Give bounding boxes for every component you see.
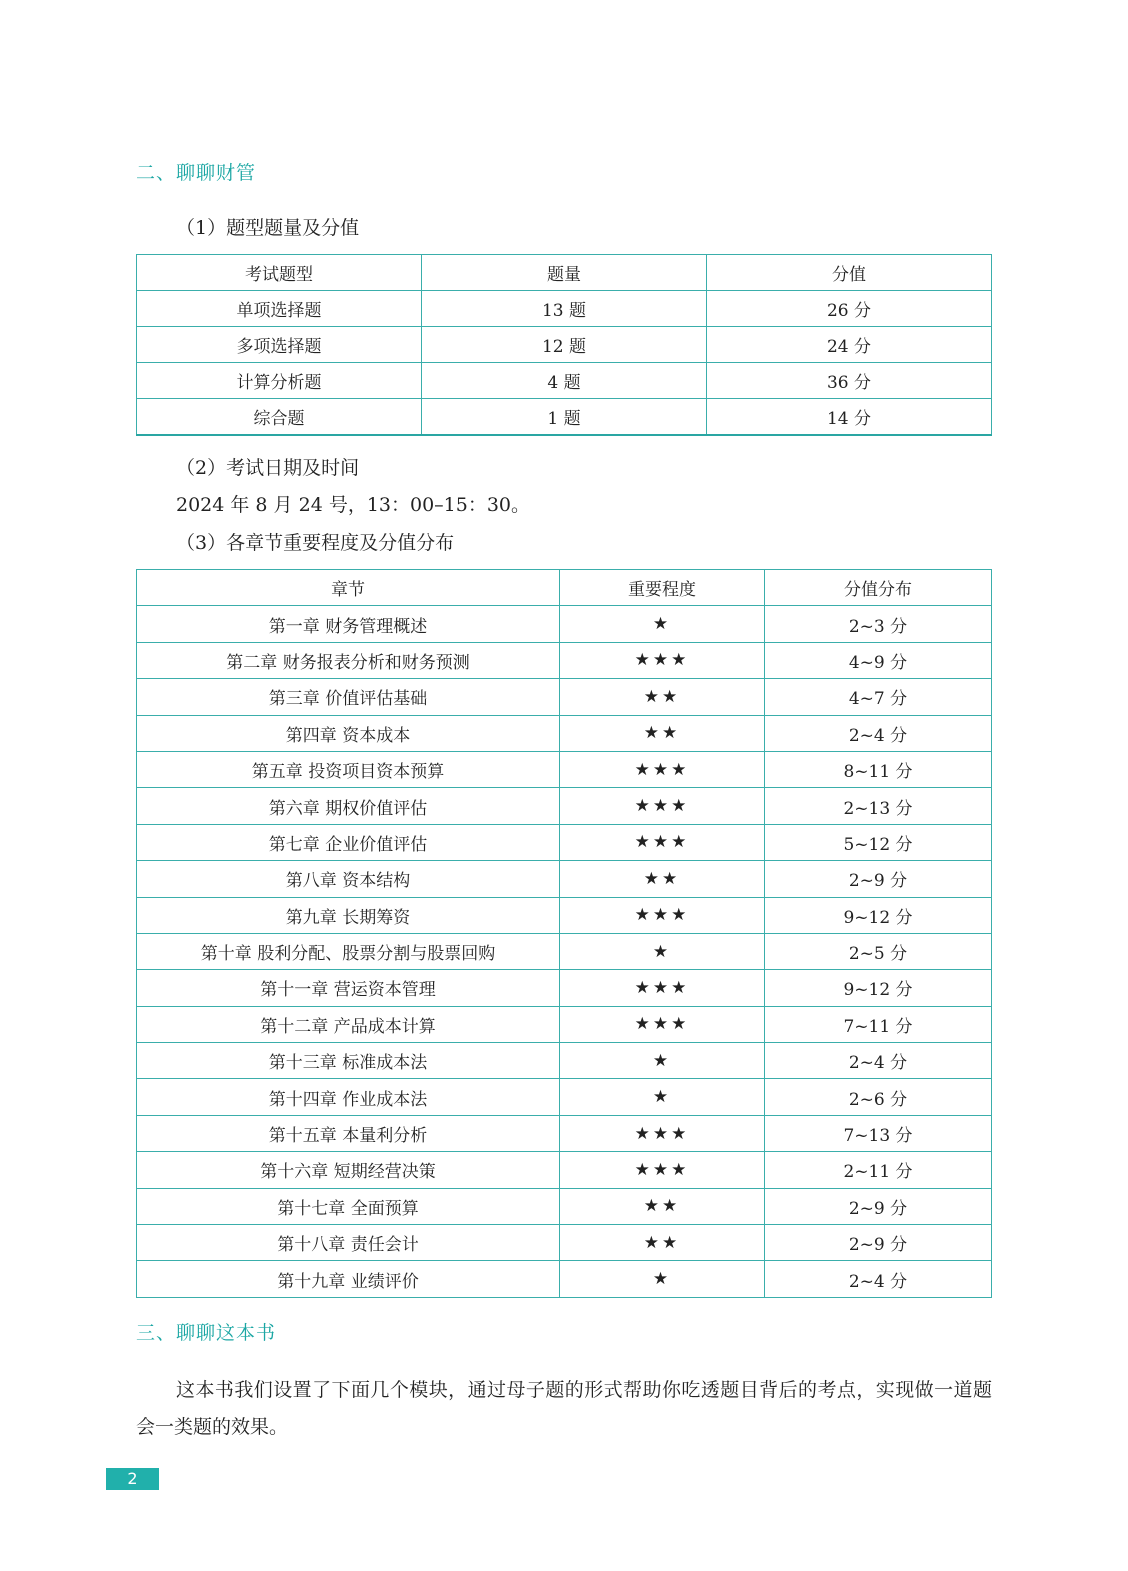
section-heading-finance: 二、聊聊财管: [136, 162, 257, 184]
cell-importance-stars: ★: [560, 1261, 765, 1297]
cell-chapter: 第十一章 营运资本管理: [137, 970, 560, 1006]
cell-question-count: 13 题: [422, 291, 707, 327]
cell-score: 26 分: [707, 291, 992, 327]
cell-importance-stars: ★: [560, 1079, 765, 1115]
cell-chapter: 第十二章 产品成本计算: [137, 1006, 560, 1042]
cell-importance-stars: ★★★: [560, 970, 765, 1006]
cell-score-range: 7~11 分: [765, 1006, 992, 1042]
header-score: 分值: [707, 255, 992, 291]
cell-score-range: 4~7 分: [765, 679, 992, 715]
cell-score: 14 分: [707, 399, 992, 435]
table-header-row: [137, 255, 992, 291]
cell-chapter: 第十八章 责任会计: [137, 1225, 560, 1261]
cell-chapter: 第九章 长期筹资: [137, 897, 560, 933]
table-row: [137, 897, 992, 933]
table-row: [137, 327, 992, 363]
cell-score-range: 2~9 分: [765, 1225, 992, 1261]
subheading-chapter-importance: （3）各章节重要程度及分值分布: [176, 532, 455, 554]
header-importance: 重要程度: [560, 570, 765, 606]
table-row: [137, 606, 992, 642]
table-row: [137, 291, 992, 327]
cell-score-range: 2~9 分: [765, 861, 992, 897]
cell-importance-stars: ★★★: [560, 897, 765, 933]
book-intro-paragraph: 这本书我们设置了下面几个模块，通过母子题的形式帮助你吃透题目背后的考点，实现做一道题会一类题的效果。: [136, 1379, 992, 1438]
cell-chapter: 第五章 投资项目资本预算: [137, 751, 560, 787]
cell-importance-stars: ★: [560, 1043, 765, 1079]
cell-question-type: 综合题: [137, 399, 422, 435]
table-row: [137, 399, 992, 435]
table-row: [137, 1006, 992, 1042]
cell-score-range: 9~12 分: [765, 970, 992, 1006]
subheading-question-types: （1）题型题量及分值: [176, 217, 360, 239]
cell-score-range: 2~9 分: [765, 1188, 992, 1224]
table-row: [137, 642, 992, 678]
cell-importance-stars: ★★: [560, 1225, 765, 1261]
cell-score-range: 2~5 分: [765, 933, 992, 969]
cell-importance-stars: ★★: [560, 679, 765, 715]
cell-importance-stars: ★★★: [560, 1115, 765, 1151]
table-row: [137, 1188, 992, 1224]
cell-question-count: 12 题: [422, 327, 707, 363]
cell-score-range: 2~4 分: [765, 1261, 992, 1297]
cell-score: 36 分: [707, 363, 992, 399]
cell-question-count: 1 题: [422, 399, 707, 435]
cell-question-type: 计算分析题: [137, 363, 422, 399]
cell-importance-stars: ★★★: [560, 642, 765, 678]
cell-importance-stars: ★★: [560, 861, 765, 897]
header-score-range: 分值分布: [765, 570, 992, 606]
table-row: [137, 1225, 992, 1261]
cell-chapter: 第六章 期权价值评估: [137, 788, 560, 824]
cell-score-range: 2~13 分: [765, 788, 992, 824]
table-row: [137, 824, 992, 860]
cell-score-range: 2~11 分: [765, 1152, 992, 1188]
cell-score-range: 8~11 分: [765, 751, 992, 787]
cell-score: 24 分: [707, 327, 992, 363]
chapter-importance-table: [136, 569, 992, 1298]
header-question-count: 题量: [422, 255, 707, 291]
exam-date-line: 2024 年 8 月 24 号，13：00–15：30。: [176, 494, 531, 516]
header-question-type: 考试题型: [137, 255, 422, 291]
table-row: [137, 1043, 992, 1079]
cell-chapter: 第十三章 标准成本法: [137, 1043, 560, 1079]
table-row: [137, 751, 992, 787]
cell-importance-stars: ★★★: [560, 1152, 765, 1188]
cell-chapter: 第三章 价值评估基础: [137, 679, 560, 715]
cell-question-type: 单项选择题: [137, 291, 422, 327]
cell-chapter: 第八章 资本结构: [137, 861, 560, 897]
cell-score-range: 2~4 分: [765, 715, 992, 751]
cell-importance-stars: ★★★: [560, 751, 765, 787]
cell-importance-stars: ★: [560, 933, 765, 969]
cell-score-range: 5~12 分: [765, 824, 992, 860]
cell-chapter: 第十九章 业绩评价: [137, 1261, 560, 1297]
cell-question-type: 多项选择题: [137, 327, 422, 363]
cell-chapter: 第四章 资本成本: [137, 715, 560, 751]
table-row: [137, 1152, 992, 1188]
cell-chapter: 第十章 股利分配、股票分割与股票回购: [137, 933, 560, 969]
table-row: [137, 970, 992, 1006]
table-row: [137, 679, 992, 715]
cell-chapter: 第一章 财务管理概述: [137, 606, 560, 642]
cell-chapter: 第二章 财务报表分析和财务预测: [137, 642, 560, 678]
table-row: [137, 933, 992, 969]
table-header-row: [137, 570, 992, 606]
cell-score-range: 2~4 分: [765, 1043, 992, 1079]
cell-importance-stars: ★★★: [560, 1006, 765, 1042]
section-heading-book: 三、聊聊这本书: [136, 1322, 277, 1344]
table-row: [137, 861, 992, 897]
cell-score-range: 4~9 分: [765, 642, 992, 678]
cell-chapter: 第十四章 作业成本法: [137, 1079, 560, 1115]
table-row: [137, 1079, 992, 1115]
cell-score-range: 9~12 分: [765, 897, 992, 933]
cell-importance-stars: ★★★: [560, 788, 765, 824]
cell-importance-stars: ★★★: [560, 824, 765, 860]
page-number-badge: 2: [106, 1468, 159, 1490]
subheading-exam-date: （2）考试日期及时间: [176, 457, 360, 479]
cell-score-range: 7~13 分: [765, 1115, 992, 1151]
cell-score-range: 2~6 分: [765, 1079, 992, 1115]
cell-importance-stars: ★: [560, 606, 765, 642]
cell-chapter: 第十五章 本量利分析: [137, 1115, 560, 1151]
cell-importance-stars: ★★: [560, 715, 765, 751]
cell-score-range: 2~3 分: [765, 606, 992, 642]
table-row: [137, 1115, 992, 1151]
cell-question-count: 4 题: [422, 363, 707, 399]
table-row: [137, 788, 992, 824]
cell-chapter: 第十六章 短期经营决策: [137, 1152, 560, 1188]
table-row: [137, 715, 992, 751]
cell-chapter: 第十七章 全面预算: [137, 1188, 560, 1224]
table-row: [137, 1261, 992, 1297]
header-chapter: 章节: [137, 570, 560, 606]
table-row: [137, 363, 992, 399]
question-types-table: [136, 254, 992, 436]
cell-chapter: 第七章 企业价值评估: [137, 824, 560, 860]
cell-importance-stars: ★★: [560, 1188, 765, 1224]
